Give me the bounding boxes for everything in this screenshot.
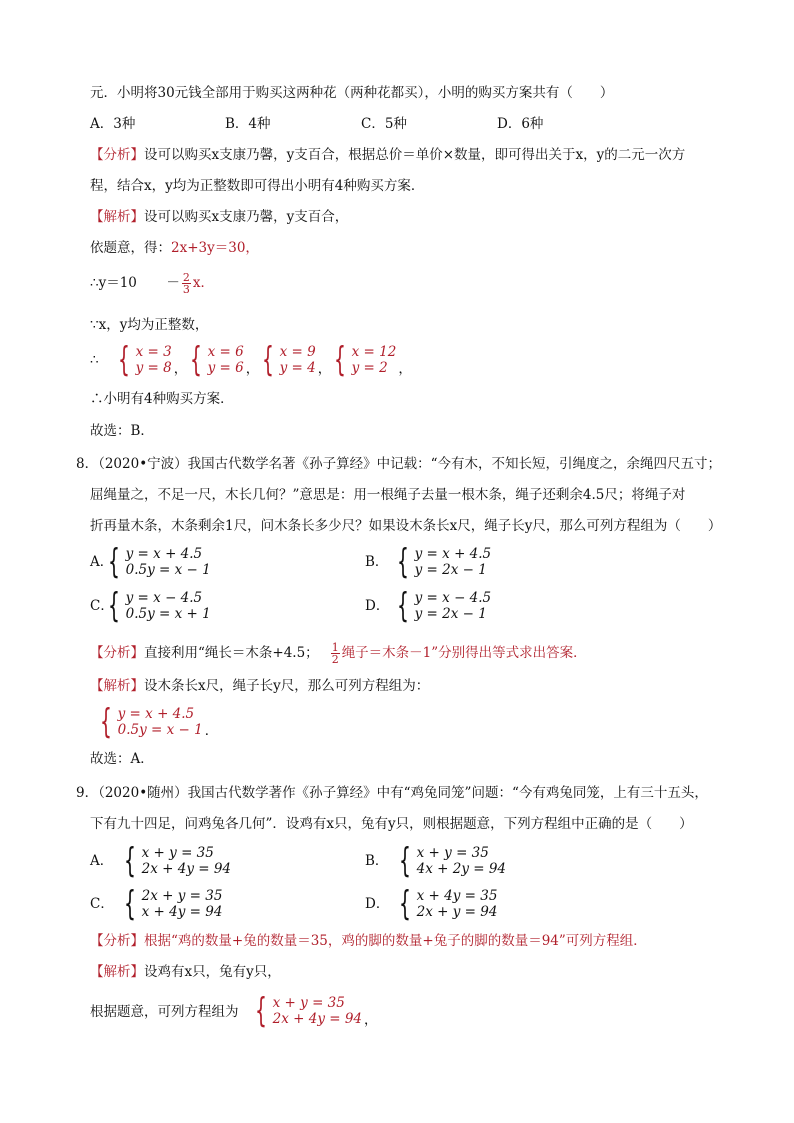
eq-line: 0.5y = x − 1 xyxy=(117,722,203,738)
brace-icon: { xyxy=(124,884,136,924)
q8-option-b-label: B． xyxy=(365,554,389,570)
eq-line: x + y = 35 xyxy=(141,845,214,861)
eq-line: 0.5y = x + 1 xyxy=(125,606,211,622)
q7-option-b: B．4种 xyxy=(225,116,271,132)
solution-tag: 【解析】 xyxy=(90,678,144,694)
q9-option-a xyxy=(124,841,232,881)
q7-system-1 xyxy=(118,340,188,380)
q8-option-c xyxy=(108,586,211,626)
brace-icon: { xyxy=(255,991,267,1031)
eq-line: y = 6 xyxy=(207,360,244,376)
fraction-one-half xyxy=(331,642,340,665)
q8-answer: 故选：A． xyxy=(90,751,154,767)
therefore-symbol: ∴ xyxy=(90,352,99,368)
eq-line: x = 9 xyxy=(279,344,316,360)
q9-solution xyxy=(90,963,281,981)
q9-option-d-label: D． xyxy=(365,896,390,912)
q7-solution-line4: ∵x，y均为正整数， xyxy=(90,317,209,333)
q7-system-4 xyxy=(334,340,412,380)
eq-line: x = 6 xyxy=(207,344,244,360)
separator: ， xyxy=(398,361,412,377)
q7-option-c: C．5种 xyxy=(361,116,407,132)
eq-line: y = x + 4.5 xyxy=(125,546,203,562)
q7-solution-line2 xyxy=(90,239,259,257)
q7-conclusion: ∴小明有4种购买方案． xyxy=(90,391,234,407)
eq-line: 2x + 4y = 94 xyxy=(141,861,232,877)
eq-line: y = 2 xyxy=(351,360,388,376)
q7-analysis-text1: 设可以购买x支康乃馨，y支百合，根据总价＝单价×数量，即可得出关于x，y的二元一次方 xyxy=(144,147,686,163)
separator: ， xyxy=(245,361,260,377)
q8-analysis xyxy=(90,640,587,666)
brace-icon: { xyxy=(334,340,346,380)
brace-icon: { xyxy=(124,841,136,881)
q7-answer xyxy=(90,422,154,440)
q8-stem-line3: 折再量木条，木条剩余1尺，问木条长多少尺？如果设木条长x尺，绳子长y尺，那么可列方程组为（ ） xyxy=(90,518,722,534)
q9-option-c-label: C． xyxy=(90,896,114,912)
brace-icon: { xyxy=(399,841,411,881)
q9-solution-system xyxy=(255,991,378,1031)
q9-option-c xyxy=(124,884,223,924)
q7-option-d: D．6种 xyxy=(497,116,544,132)
eq-line: 2x + y = 94 xyxy=(416,904,498,920)
q7-analysis-line2: 程，结合x，y均为正整数即可得出小明有4种购买方案． xyxy=(90,178,425,194)
brace-icon: { xyxy=(118,340,130,380)
separator: ， xyxy=(173,361,188,377)
fraction-two-thirds xyxy=(182,272,191,295)
q8-solution-system xyxy=(100,702,219,742)
q8-solution xyxy=(90,677,429,695)
q7-equation: 2x+3y＝30， xyxy=(171,240,259,256)
eq-line: 4x + 2y = 94 xyxy=(416,861,507,877)
q7-system-3 xyxy=(262,340,332,380)
q9-option-d xyxy=(399,884,498,924)
eq-line: x = 3 xyxy=(135,344,172,360)
frac-num: 2 xyxy=(182,270,190,284)
eq-line: y = x + 4.5 xyxy=(117,706,195,722)
q7-analysis-line1 xyxy=(90,146,685,164)
q8-option-a xyxy=(108,542,211,582)
q8-option-d xyxy=(397,586,492,626)
brace-icon: { xyxy=(397,586,409,626)
q7-answer-text: 故选：B． xyxy=(90,423,154,439)
q8-option-d-label: D． xyxy=(365,598,390,614)
q7-solution-text1: 设可以购买x支康乃馨，y支百合， xyxy=(144,209,349,225)
separator: ， xyxy=(364,1012,378,1028)
separator: ， xyxy=(317,361,332,377)
eq-line: x + y = 35 xyxy=(416,845,489,861)
q9-analysis xyxy=(90,932,647,950)
analysis-tag: 【分析】 xyxy=(90,147,144,163)
q7-solution-line3 xyxy=(90,270,214,296)
eq-line: x + 4y = 35 xyxy=(416,888,498,904)
q8-stem-line1: 8．（2020•宁波）我国古代数学名著《孙子算经》中记载：“今有木，不知长短，引绳度之，余绳四尺五寸； xyxy=(76,456,722,472)
eq-line: x = 12 xyxy=(351,344,397,360)
eq-line: y = x − 4.5 xyxy=(414,590,492,606)
eq-line: y = 2x − 1 xyxy=(414,562,487,578)
brace-icon: { xyxy=(100,702,112,742)
eq-line: y = 8 xyxy=(135,360,172,376)
eq-line: 2x + y = 35 xyxy=(141,888,223,904)
q7-x-suffix: x． xyxy=(192,275,215,291)
q7-system-2 xyxy=(190,340,260,380)
q7-solution-prefix: 依题意，得： xyxy=(90,240,171,256)
brace-icon: { xyxy=(190,340,202,380)
q8-option-a-label: A． xyxy=(90,554,114,570)
q9-option-b-label: B． xyxy=(365,853,389,869)
q9-analysis-text: 根据“鸡的数量+兔的数量＝35，鸡的脚的数量+兔子的脚的数量＝94”可列方程组． xyxy=(144,933,647,949)
eq-line: 2x + 4y = 94 xyxy=(272,1011,363,1027)
q7-intro: 元．小明将30元钱全部用于购买这两种花（两种花都买），小明的购买方案共有（ ） xyxy=(90,85,614,101)
eq-line: y = x − 4.5 xyxy=(125,590,203,606)
analysis-tag: 【分析】 xyxy=(90,645,144,661)
q8-analysis-text2: 绳子＝木条－1”分别得出等式求出答案． xyxy=(341,645,587,661)
q7-solution-line1 xyxy=(90,208,348,226)
eq-line: y = x + 4.5 xyxy=(414,546,492,562)
analysis-tag: 【分析】 xyxy=(90,933,144,949)
solution-tag: 【解析】 xyxy=(90,964,144,980)
brace-icon: { xyxy=(108,586,120,626)
eq-line: 0.5y = x − 1 xyxy=(125,562,211,578)
eq-line: y = 2x − 1 xyxy=(414,606,487,622)
brace-icon: { xyxy=(108,542,120,582)
frac-den: 3 xyxy=(182,282,190,296)
brace-icon: { xyxy=(262,340,274,380)
q7-y-expr: ∴y＝10 xyxy=(90,275,151,291)
q8-solution-text: 设木条长x尺，绳子长y尺，那么可列方程组为： xyxy=(144,678,430,694)
q9-option-b xyxy=(399,841,507,881)
solution-tag: 【解析】 xyxy=(90,209,144,225)
q9-stem-line1: 9．（2020•随州）我国古代数学著作《孙子算经》中有“鸡兔同笼”问题：“今有鸡兔同笼，上有三十五头， xyxy=(76,785,708,801)
eq-line: y = 4 xyxy=(279,360,316,376)
frac-den: 2 xyxy=(331,652,339,666)
brace-icon: { xyxy=(397,542,409,582)
q9-option-a-label: A． xyxy=(90,853,114,869)
q8-stem-line2: 屈绳量之，不足一尺，木长几何？”意思是：用一根绳子去量一根木条，绳子还剩余4.5尺；将绳子对 xyxy=(90,487,686,503)
brace-icon: { xyxy=(399,884,411,924)
frac-num: 1 xyxy=(331,640,339,654)
q8-option-b xyxy=(397,542,492,582)
separator: ． xyxy=(204,723,219,739)
eq-line: x + 4y = 94 xyxy=(141,904,223,920)
q9-solution-line2: 根据题意，可列方程组为 xyxy=(90,1004,239,1020)
eq-line: x + y = 35 xyxy=(272,995,345,1011)
q9-stem-line2: 下有九十四足，问鸡兔各几何”．设鸡有x只，兔有y只，则根据题意，下列方程组中正确的是（ ） xyxy=(90,816,693,832)
q7-option-a: A．3种 xyxy=(90,116,136,132)
q8-option-c-label: C． xyxy=(90,598,114,614)
minus-sign: － xyxy=(166,275,180,291)
q9-solution-text: 设鸡有x只，兔有y只， xyxy=(144,964,281,980)
q8-analysis-text1: 直接利用“绳长＝木条+4.5； xyxy=(144,645,319,661)
